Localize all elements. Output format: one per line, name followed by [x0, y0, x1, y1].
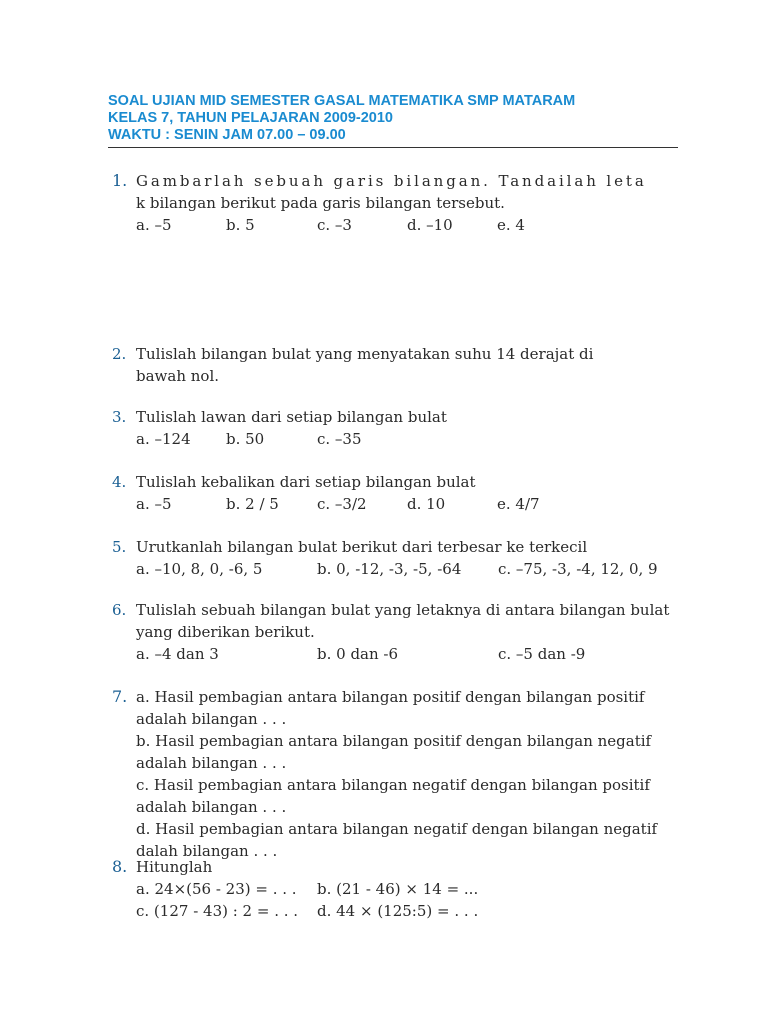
option-d: d. –10: [407, 216, 453, 234]
option-c: c. –35: [317, 430, 362, 448]
option-a: a. 24×(56 - 23) = . . .: [136, 880, 297, 898]
question-text: k bilangan berikut pada garis bilangan tersebut.: [136, 194, 505, 212]
exam-header: [108, 93, 678, 148]
answer-options: [136, 493, 682, 515]
question-text: d. Hasil pembagian antara bilangan negatif dengan bilangan negatif: [136, 820, 658, 838]
option-b: b. 50: [226, 430, 265, 448]
option-a: a. –5: [136, 495, 172, 513]
answer-options: [136, 214, 682, 236]
option-b: b. (21 - 46) × 14 = ...: [317, 880, 479, 898]
option-d: d. 10: [407, 495, 446, 513]
question-2: [112, 343, 682, 387]
exam-title: SOAL UJIAN MID SEMESTER GASAL MATEMATIKA SMP MATARAM: [108, 93, 576, 109]
question-number: 4.: [112, 473, 127, 491]
answer-options: [136, 878, 682, 900]
question-number: 7.: [112, 687, 128, 706]
question-text: Gambarlah sebuah garis bilangan. Tandailah leta: [136, 172, 647, 190]
question-text: yang diberikan berikut.: [136, 623, 315, 641]
question-text: adalah bilangan . . .: [136, 754, 287, 772]
option-a: a. –124: [136, 430, 191, 448]
option-b: b. 0 dan -6: [317, 645, 399, 663]
answer-options: [136, 900, 682, 922]
question-text: Tulislah kebalikan dari setiap bilangan bulat: [136, 473, 476, 491]
question-text: Hitunglah: [136, 858, 213, 876]
option-e: e. 4: [497, 216, 525, 234]
question-text: bawah nol.: [136, 367, 220, 385]
question-text: a. Hasil pembagian antara bilangan positif dengan bilangan positif: [136, 688, 645, 706]
question-text: Tulislah bilangan bulat yang menyatakan suhu 14 derajat di: [136, 345, 594, 363]
option-c: c. –5 dan -9: [498, 645, 586, 663]
question-8: [112, 856, 682, 922]
question-number: 5.: [112, 538, 127, 556]
option-a: a. –5: [136, 216, 172, 234]
exam-time: WAKTU : SENIN JAM 07.00 – 09.00: [108, 127, 346, 143]
option-c: c. –75, -3, -4, 12, 0, 9: [498, 560, 658, 578]
option-c: c. (127 - 43) : 2 = . . .: [136, 902, 299, 920]
exam-class-year: KELAS 7, TAHUN PELAJARAN 2009-2010: [108, 110, 393, 126]
question-number: 2.: [112, 345, 127, 363]
question-number: 3.: [112, 408, 127, 426]
question-text: Tulislah sebuah bilangan bulat yang letaknya di antara bilangan bulat: [136, 601, 670, 619]
question-7: [112, 686, 682, 862]
question-text: adalah bilangan . . .: [136, 710, 287, 728]
answer-options: [136, 643, 682, 665]
option-a: a. –4 dan 3: [136, 645, 219, 663]
option-b: b. 2 / 5: [226, 495, 279, 513]
question-text: adalah bilangan . . .: [136, 798, 287, 816]
question-text: b. Hasil pembagian antara bilangan positif dengan bilangan negatif: [136, 732, 652, 750]
option-a: a. –10, 8, 0, -6, 5: [136, 560, 263, 578]
question-number: 1.: [112, 171, 128, 190]
question-text: dalah bilangan . . .: [136, 842, 278, 860]
question-1: [112, 170, 682, 236]
option-e: e. 4/7: [497, 495, 540, 513]
question-text: Tulislah lawan dari setiap bilangan bulat: [136, 408, 447, 426]
option-b: b. 5: [226, 216, 255, 234]
question-5: [112, 536, 682, 580]
question-number: 6.: [112, 601, 127, 619]
option-b: b. 0, -12, -3, -5, -64: [317, 560, 462, 578]
question-6: [112, 599, 682, 665]
option-c: c. –3: [317, 216, 352, 234]
question-3: [112, 406, 682, 450]
question-number: 8.: [112, 857, 128, 876]
question-text: c. Hasil pembagian antara bilangan negatif dengan bilangan positif: [136, 776, 650, 794]
option-d: d. 44 × (125:5) = . . .: [317, 902, 479, 920]
answer-options: [136, 428, 682, 450]
question-text: Urutkanlah bilangan bulat berikut dari terbesar ke terkecil: [136, 538, 588, 556]
answer-options: [136, 558, 682, 580]
option-c: c. –3/2: [317, 495, 367, 513]
question-4: [112, 471, 682, 515]
